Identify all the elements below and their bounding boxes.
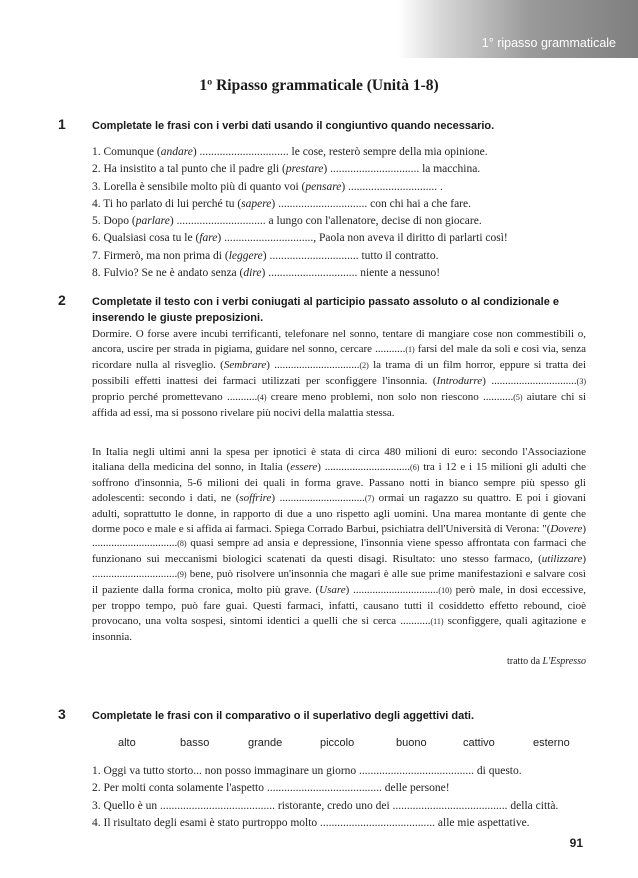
exercise-3-item: 4. Il risultato degli esami è stato purtroppo molto ........................................ alle mie aspettative. [92,816,530,829]
adjective-word: buono [396,737,427,749]
exercise-2-instruction: Completate il testo con i verbi coniugati al participio passato assoluto o al condizionale e inserendo le giuste preposizioni. [92,296,559,324]
exercise-1-item: 6. Qualsiasi cosa tu le (fare) ..............................., Paola non aveva il diritto di parlarti così! [92,232,508,245]
adjective-word: cattivo [463,737,495,749]
adjective-word: alto [118,737,136,749]
source-credit: tratto da L'Espresso [507,656,586,667]
exercise-3-instruction: Completate le frasi con il comparativo o il superlativo degli aggettivi dati. [92,710,475,722]
exercise-3-number: 3 [58,706,66,722]
exercise-1-list [92,144,592,282]
exercise-1-item: 1. Comunque (andare) ............................... le cose, resterò sempre della mia opinione. [92,146,488,158]
exercise-1-item: 4. Ti ho parlato di lui perché tu (sapere) ............................... con chi hai a che fare. [92,197,471,210]
exercise-1-item: 3. Lorella è sensibile molto più di quanto voi (pensare) ............................... . [92,180,443,193]
exercise-1-item: 2. Ha insistito a tal punto che il padre gli (prestare) ............................... la macchina. [92,163,481,176]
exercise-3-item: 3. Quello è un ........................................ ristorante, credo uno dei ........................................ della città. [92,799,559,812]
exercise-2-number: 2 [58,292,66,308]
exercise-3-item: 1. Oggi va tutto storto... non posso immaginare un giorno ........................................ di questo. [92,765,522,777]
exercise-3-item: 2. Per molti conta solamente l'aspetto ........................................ delle persone! [92,782,450,795]
adjective-word: basso [180,737,210,749]
adjective-word: piccolo [320,737,355,749]
exercise-2-paragraph-2: In Italia negli ultimi anni la spesa per ipnotici è stata di circa 480 milioni di euro: secondo l'Associazione italiana della medicina del sonno, in Italia (essere) ...............................(6) tra i 12 e i 15 milioni gli adulti che soffrono d'insonnia, 5-6 milioni dei quali in forma grave. Passano notti in bianco sempre più spesso gli adolescenti: secondo i dati, ne (soffrire) ...............................(7) ormai un ragazzo su quattro. E poi i giovani adulti, soprattutto le donne, in rapporto di due a uno rispetto agli uomini. Una marea montante di gente che dorme poco e male e si affida ai farmaci. Spiega Corrado Barbui, psichiatra dell'Università di Verona: "(Dovere) ...............................(8) quasi sempre ad ansia e depressione, l'insonnia viene spesso affrontata con farmaci che funzionano sui meccanismi biologici scatenati da questi disagi. Risultato: uno stesso farmaco, (utilizzare) ...............................(9) bene, può risolvere un'insonnia che magari è alle sue prime manifestazioni e salvare così il paziente dalla forma cronica, molto più grave. (Usare) ...............................(10) però male, in dosi eccessive, per troppo tempo, può fare guai. Questi farmaci, infatti, causano tutti il cosiddetto effetto rebound, cioè provocano, una volta sospesi, sintomi identici a quelli che si cerca ...........(11) sconfiggere, quali agitazione e insonnia. [92,446,587,643]
exercise-3-list [92,763,592,832]
header-band [398,0,638,58]
exercise-1-item: 5. Dopo (parlare) ............................... a lungo con l'allenatore, decise di non giocare. [92,215,482,228]
page-title: 1º Ripasso grammaticale (Unità 1-8) [199,77,439,94]
exercise-1-item: 7. Firmerò, ma non prima di (leggere) ............................... tutto il contratto. [92,249,439,262]
exercise-1-instruction: Completate le frasi con i verbi dati usando il congiuntivo quando necessario. [92,120,495,132]
exercise-1-number: 1 [58,116,66,132]
adjective-word: esterno [533,737,570,749]
section-tag: 1° ripasso grammaticale [481,36,616,50]
exercise-2-paragraph-1: Dormire. O forse avere incubi terrificanti, telefonare nel sonno, tentare di mangiare cose non commestibili o, ancora, uscire per strada in pigiama, guidare nel sonno, cercare ...........(1) farsi del male da soli e così via, senza ricordare nulla al risveglio. (Sembrare) ...............................(2) la trama di un film horror, eppure si tratta dei possibili effetti inattesi dei farmaci utilizzati per sconfiggere l'insonnia. (Introdurre) ...............................(3) proprio perché promettevano ...........(4) creare meno problemi, non solo non riescono ...........(5) aiutare chi si affida ad essi, ma si possono rivelare più nocivi della malattia stessa. [92,328,587,419]
page-number: 91 [569,836,583,850]
exercise-1-item: 8. Fulvio? Se ne è andato senza (dire) ............................... niente a nessuno! [92,267,441,280]
adjective-word: grande [248,737,283,749]
